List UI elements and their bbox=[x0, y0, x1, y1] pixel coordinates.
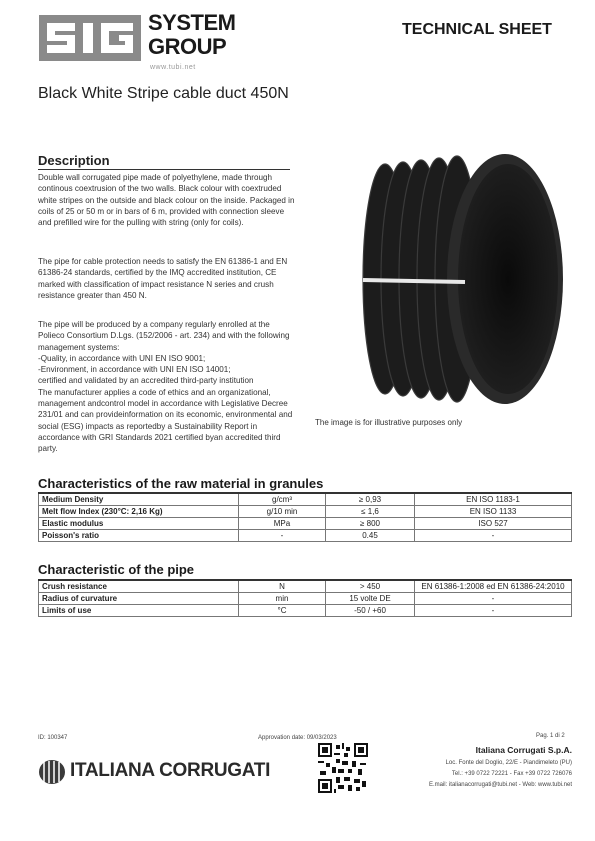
table-row bbox=[39, 506, 572, 518]
italiana-corrugati-logo-text: ITALIANA CORRUGATI bbox=[70, 760, 271, 781]
property-name: Radius of curvature bbox=[39, 593, 239, 605]
description-paragraph-3: The pipe will be produced by a company regularly enrolled at the Polieco Consortium D.Lgs. (152/2006 - art. 234) and with the following management systems: -Quality, in accordance with UNI EN ISO 9001; -Environment, in accordance with UNI EN ISO 14001; certified and validated by an accredited third-party institution The manufacturer applies a code of ethics and an organizational, management andcontrol model in accordance with Legislative Decree 231/01 and can provideinformation on its economic, environmental and social (ESG) impacts as reportedby a Sustainability Report in accordance with GRI Standards 2021 certified byan accredited third party. bbox=[38, 320, 293, 454]
image-caption: The image is for illustrative purposes only bbox=[315, 418, 463, 427]
property-standard: ISO 527 bbox=[415, 518, 572, 530]
brand-url: www.tubi.net bbox=[150, 64, 196, 71]
company-phone-fax: Tel.: +39 0722 72221 - Fax +39 0722 726076 bbox=[451, 771, 572, 777]
property-value: ≤ 1,6 bbox=[326, 506, 415, 518]
table-row bbox=[39, 593, 572, 605]
property-standard: EN ISO 1183-1 bbox=[415, 493, 572, 506]
description-paragraph-2: The pipe for cable protection needs to satisfy the EN 61386-1 and EN 61386-24 standards, certified by the IMQ accredited institution, CE marked with classification of impact resistance N series and crush resistance greater than 450 N. bbox=[38, 257, 288, 300]
property-unit: g/10 min bbox=[239, 506, 326, 518]
pipe-characteristics-heading: Characteristic of the pipe bbox=[38, 562, 195, 577]
pipe-illustration bbox=[315, 152, 563, 407]
property-unit: MPa bbox=[239, 518, 326, 530]
property-value: 15 volte DE bbox=[326, 593, 415, 605]
company-address: Loc. Fonte del Doglio, 22/E - Piandimeleto (PU) bbox=[445, 760, 572, 766]
property-standard: EN ISO 1133 bbox=[415, 506, 572, 518]
property-unit: - bbox=[239, 530, 326, 542]
description-paragraph-1: Double wall corrugated pipe made of polyethylene, made through continous coextrusion of the two walls. Black colour with coextruded white stripes on the outside and black colour on the inside. Packaged in coils of 25 or 50 m or in bars of 6 m, provided with connection sleeve and prefilled wire for the pulling with string (only for coils). bbox=[38, 173, 295, 228]
property-name: Poisson's ratio bbox=[39, 530, 239, 542]
qr-code[interactable] bbox=[318, 743, 368, 793]
table-row bbox=[39, 493, 572, 506]
document-id: ID: 100347 bbox=[38, 735, 68, 741]
property-unit: N bbox=[239, 580, 326, 593]
table-row bbox=[39, 580, 572, 593]
property-value: ≥ 0,93 bbox=[326, 493, 415, 506]
description-divider bbox=[38, 169, 290, 170]
table-row bbox=[39, 518, 572, 530]
raw-material-table bbox=[38, 492, 572, 542]
property-standard: - bbox=[415, 530, 572, 542]
page-number: Pag. 1 di 2 bbox=[536, 733, 565, 739]
property-unit: °C bbox=[239, 605, 326, 617]
property-name: Medium Density bbox=[39, 493, 239, 506]
property-value: -50 / +60 bbox=[326, 605, 415, 617]
property-name: Melt flow Index (230°C: 2,16 Kg) bbox=[39, 506, 239, 518]
property-value: 0.45 bbox=[326, 530, 415, 542]
property-standard: - bbox=[415, 605, 572, 617]
property-standard: EN 61386-1:2008 ed EN 61386-24:2010 bbox=[415, 580, 572, 593]
brand-name-line1: SYSTEM bbox=[148, 10, 236, 35]
property-unit: min bbox=[239, 593, 326, 605]
property-name: Elastic modulus bbox=[39, 518, 239, 530]
property-value: > 450 bbox=[326, 580, 415, 593]
table-row bbox=[39, 530, 572, 542]
property-name: Limits of use bbox=[39, 605, 239, 617]
property-unit: g/cm³ bbox=[239, 493, 326, 506]
approval-date: Approvation date: 09/03/2023 bbox=[258, 735, 337, 741]
property-value: ≥ 800 bbox=[326, 518, 415, 530]
product-title: Black White Stripe cable duct 450N bbox=[38, 85, 289, 102]
table-row bbox=[39, 605, 572, 617]
company-name: Italiana Corrugati S.p.A. bbox=[475, 745, 572, 755]
property-standard: - bbox=[415, 593, 572, 605]
property-name: Crush resistance bbox=[39, 580, 239, 593]
raw-material-heading: Characteristics of the raw material in granules bbox=[38, 476, 324, 491]
italiana-corrugati-logo-icon bbox=[38, 759, 66, 785]
technical-sheet-label: TECHNICAL SHEET bbox=[402, 21, 552, 38]
description-heading: Description bbox=[38, 153, 110, 168]
brand-name-line2: GROUP bbox=[148, 34, 227, 59]
company-email-web[interactable]: E.mail: italianacorrugati@tubi.net - Web: www.tubi.net bbox=[428, 782, 572, 788]
system-group-logo bbox=[39, 15, 141, 61]
pipe-characteristics-table bbox=[38, 579, 572, 617]
